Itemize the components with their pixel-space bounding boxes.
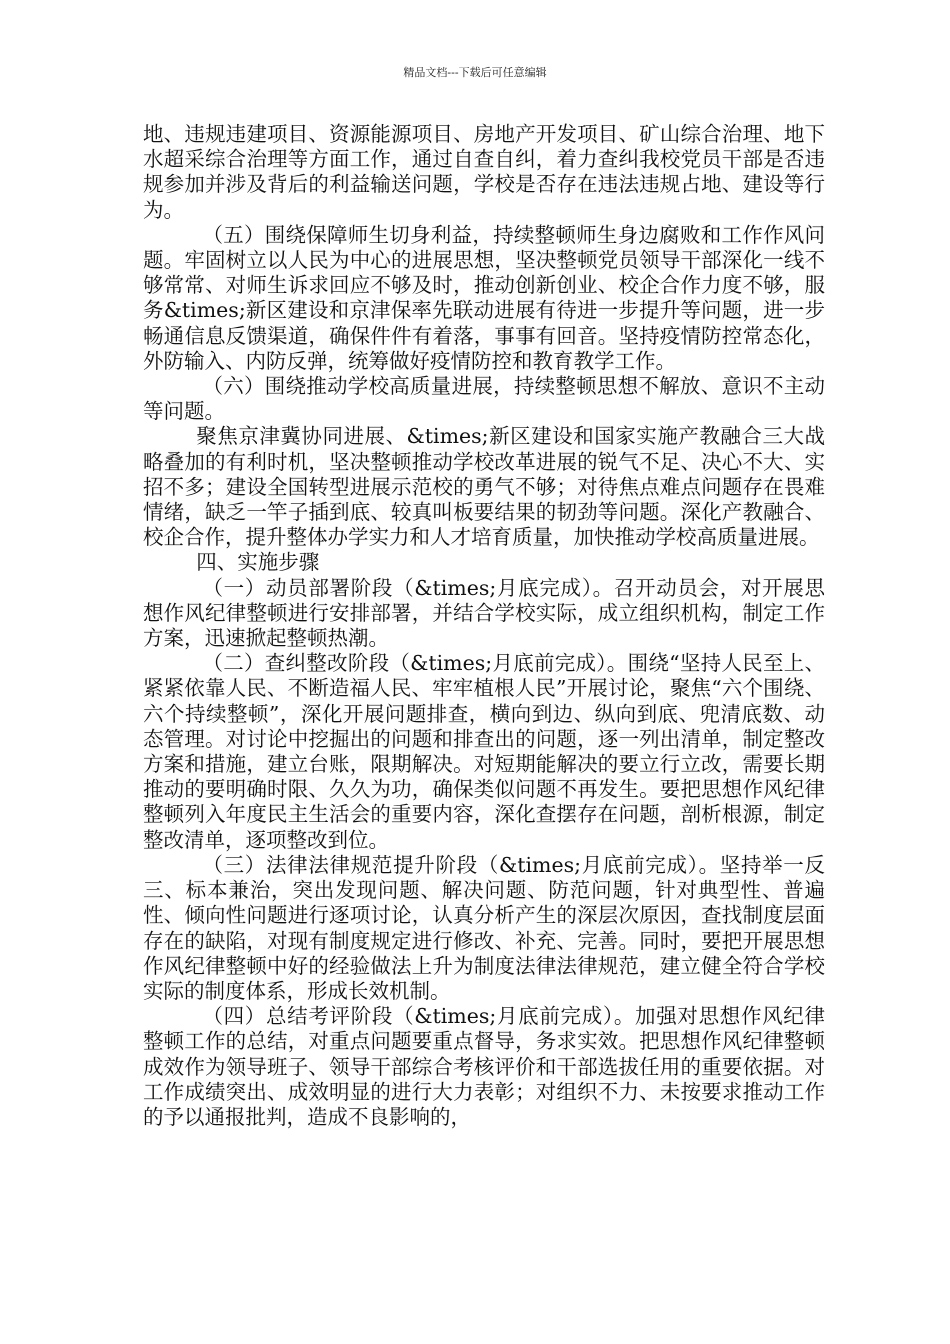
section-heading-steps: 四、实施步骤: [196, 550, 320, 575]
paragraph-step-4: （四）总结考评阶段（&times;月底前完成）。加强对思想作风纪律整顿工作的总结，对重点问题要重点督导，务求实效。把思想作风纪律整顿成效作为领导班子、领导干部综合考核评价和干部选拔任用的重要依据。对工作成绩突出、成效明显的进行大力表彰；对组织不力、未按要求推动工作的予以通报批判，造成不良影响的，: [143, 1004, 825, 1129]
paragraph-item-6-body: 聚焦京津冀协同进展、&times;新区建设和国家实施产教融合三大战略叠加的有利时机，坚决整顿推动学校改革进展的锐气不足、决心不大、实招不多；建设全国转型进展示范校的勇气不够；对待焦点难点问题存在畏难情绪，缺乏一竿子插到底、较真叫板要结果的韧劲等问题。深化产教融合、校企合作，提升整体办学实力和人才培育质量，加快推动学校高质量进展。: [143, 424, 825, 550]
paragraph-continued: 地、违规违建项目、资源能源项目、房地产开发项目、矿山综合治理、地下水超采综合治理等方面工作，通过自查自纠，着力查纠我校党员干部是否违规参加并涉及背后的利益输送问题，学校是否存在违法违规占地、建设等行为。: [143, 122, 825, 222]
page-header: 精品文档---下载后可任意编辑: [403, 66, 547, 79]
paragraph-item-6: （六）围绕推动学校高质量进展，持续整顿思想不解放、意识不主动等问题。: [143, 374, 825, 424]
paragraph-step-1: （一）动员部署阶段（&times;月底完成）。召开动员会，对开展思想作风纪律整顿进行安排部署，并结合学校实际，成立组织机构，制定工作方案，迅速掀起整顿热潮。: [143, 575, 825, 651]
paragraph-item-5: （五）围绕保障师生切身利益，持续整顿师生身边腐败和工作作风问题。牢固树立以人民为中心的进展思想，坚决整顿党员领导干部深化一线不够常常、对师生诉求回应不够及时，推动创新创业、校企合作力度不够，服务&times;新区建设和京津保率先联动进展有待进一步提升等问题，进一步畅通信息反馈渠道，确保件件有着落，事事有回音。坚持疫情防控常态化，外防输入、内防反弹，统筹做好疫情防控和教育教学工作。: [143, 222, 825, 373]
document-body: [143, 122, 825, 1130]
paragraph-step-2: （二）查纠整改阶段（&times;月底前完成）。围绕“坚持人民至上、紧紧依靠人民、不断造福人民、牢牢植根人民”开展讨论，聚焦“六个围绕、六个持续整顿”，深化开展问题排查，横向到边、纵向到底、兜清底数、动态管理。对讨论中挖掘出的问题和排查出的问题，逐一列出清单，制定整改方案和措施，建立台账，限期解决。对短期能解决的要立行立改，需要长期推动的要明确时限、久久为功，确保类似问题不再发生。要把思想作风纪律整顿列入年度民主生活会的重要内容，深化查摆存在问题，剖析根源，制定整改清单，逐项整改到位。: [143, 651, 825, 852]
paragraph-step-3: （三）法律法律规范提升阶段（&times;月底前完成）。坚持举一反三、标本兼治，突出发现问题、解决问题、防范问题，针对典型性、普遍性、倾向性问题进行逐项讨论，认真分析产生的深层次原因，查找制度层面存在的缺陷，对现有制度规定进行修改、补充、完善。同时，要把开展思想作风纪律整顿中好的经验做法上升为制度法律法律规范，建立健全符合学校实际的制度体系，形成长效机制。: [143, 852, 825, 1003]
